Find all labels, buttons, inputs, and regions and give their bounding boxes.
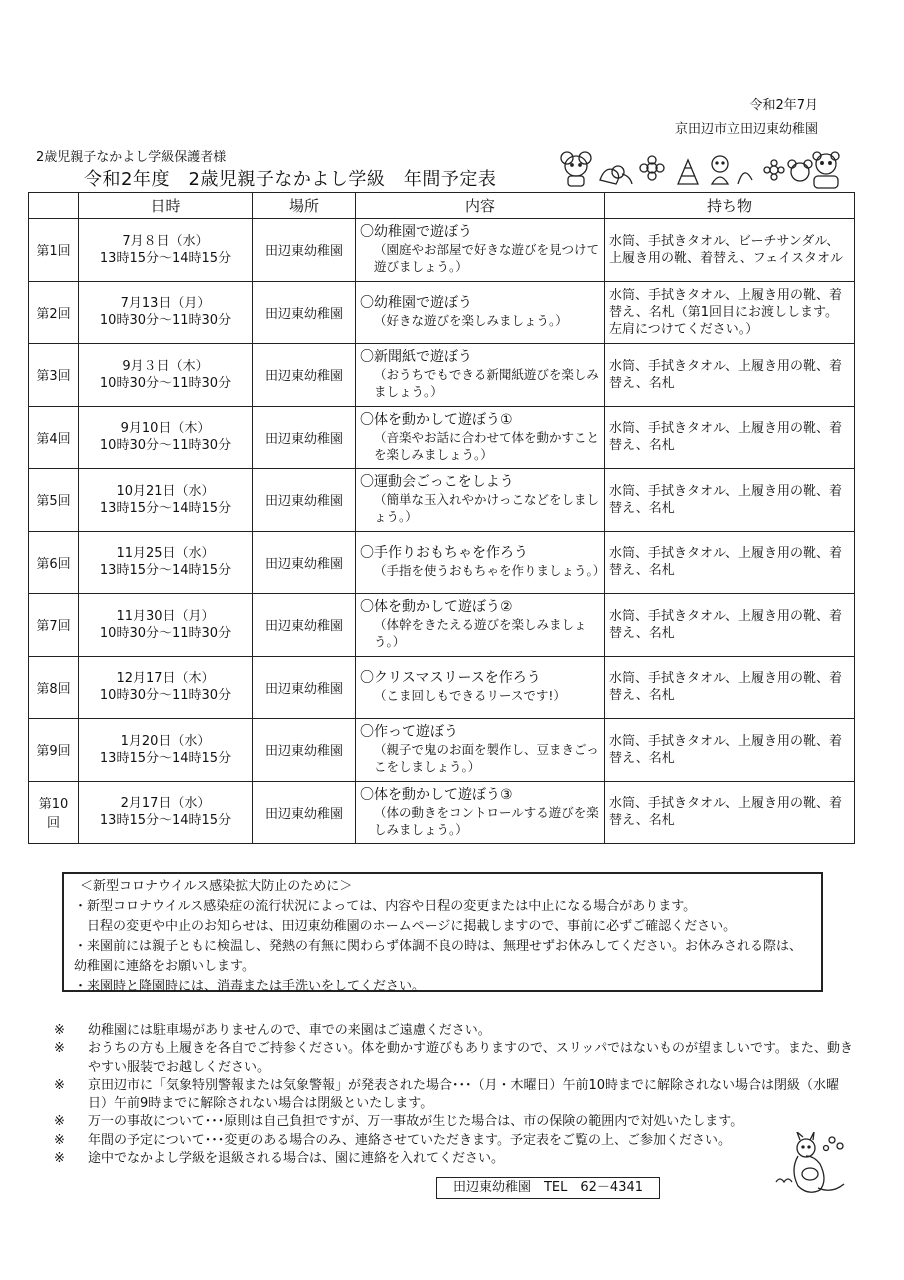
note-item xyxy=(54,1132,854,1150)
content-detail: （体幹をきたえる遊びを楽しみましょう。） xyxy=(374,617,587,650)
note-text: 万一の事故について･･･原則は自己負担ですが、万一事故が生じた場合は、市の保険の範囲内で対処いたします。 xyxy=(88,1114,744,1130)
content-title: 〇新聞紙で遊ぼう xyxy=(360,349,472,366)
session-date: 2月17日（水） xyxy=(120,796,211,812)
session-time: 13時15分～14時15分 xyxy=(99,250,232,266)
session-place: 田辺東幼稚園 xyxy=(253,656,356,719)
session-items: 水筒、手拭きタオル、上履き用の靴、着替え、名札 xyxy=(605,781,855,844)
content-title: 〇運動会ごっこをしよう xyxy=(360,474,514,491)
session-items: 水筒、手拭きタオル、上履き用の靴、着替え、名札 xyxy=(605,406,855,469)
content-title: 〇体を動かして遊ぼう② xyxy=(360,599,513,616)
note-mark: ※ xyxy=(54,1132,65,1148)
session-place: 田辺東幼稚園 xyxy=(253,344,356,407)
table-row xyxy=(29,531,855,594)
session-time: 13時15分～14時15分 xyxy=(99,563,232,579)
session-place: 田辺東幼稚園 xyxy=(253,219,356,282)
session-date: 11月30日（月） xyxy=(116,608,215,624)
session-time: 13時15分～14時15分 xyxy=(99,500,232,516)
content-detail: （体の動きをコントロールする遊びを楽しみましょう。） xyxy=(374,804,599,837)
session-datetime xyxy=(79,719,253,782)
note-item xyxy=(54,1077,854,1114)
table-row xyxy=(29,344,855,407)
header-content: 内容 xyxy=(356,193,605,219)
session-datetime xyxy=(79,344,253,407)
addressee: 2歳児親子なかよし学級保護者様 xyxy=(36,150,227,165)
note-mark: ※ xyxy=(54,1114,65,1130)
session-content xyxy=(356,531,605,594)
session-number: 第10回 xyxy=(29,781,79,844)
session-datetime xyxy=(79,406,253,469)
session-content xyxy=(356,469,605,532)
session-number: 第5回 xyxy=(29,469,79,532)
session-time: 13時15分～14時15分 xyxy=(99,813,232,829)
school-name: 京田辺市立田辺東幼稚園 xyxy=(674,122,818,137)
note-mark: ※ xyxy=(54,1151,65,1167)
session-datetime xyxy=(79,219,253,282)
kangaroo-illustration xyxy=(770,1132,850,1204)
session-items: 水筒、手拭きタオル、上履き用の靴、着替え、名札 xyxy=(605,656,855,719)
note-mark: ※ xyxy=(54,1023,65,1038)
session-number: 第8回 xyxy=(29,656,79,719)
content-detail: （音楽やお話に合わせて体を動かすことを楽しみましょう。） xyxy=(374,429,600,462)
session-number: 第1回 xyxy=(29,219,79,282)
document-date: 令和2年7月 xyxy=(749,98,818,113)
notice-line: ・来園前には親子ともに検温し、発熱の有無に関わらず体調不良の時は、無理せずお休みしてください。お休みされる際は、幼稚園に連絡をお願いします。 xyxy=(74,939,803,974)
session-time: 10時30分～11時30分 xyxy=(99,375,232,391)
session-content xyxy=(356,781,605,844)
content-title: 〇幼稚園で遊ぼう xyxy=(360,224,472,241)
content-detail: （おうちでもできる新聞紙遊びを楽しみましょう。） xyxy=(374,367,599,400)
session-content xyxy=(356,281,605,344)
content-title: 〇体を動かして遊ぼう③ xyxy=(360,786,513,803)
table-row xyxy=(29,219,855,282)
session-datetime xyxy=(79,781,253,844)
session-datetime xyxy=(79,469,253,532)
note-text: 京田辺市に「気象特別警報または気象警報」が発表された場合･･･（月・木曜日）午前10時までに解除されない場合は閉級（水曜日）午前9時までに解除されない場合は閉級といたします。 xyxy=(88,1077,840,1112)
content-title: 〇幼稚園で遊ぼう xyxy=(360,295,472,312)
session-place: 田辺東幼稚園 xyxy=(253,781,356,844)
session-items: 水筒、手拭きタオル、上履き用の靴、着替え、名札 xyxy=(605,344,855,407)
notice-line: ・新型コロナウイルス感染症の流行状況によっては、内容や日程の変更または中止になる場合があります。 xyxy=(74,899,697,914)
table-header-row xyxy=(29,193,855,219)
header-illustration xyxy=(560,150,845,192)
notice-heading: ＜新型コロナウイルス感染拡大防止のために＞ xyxy=(80,879,353,894)
session-place: 田辺東幼稚園 xyxy=(253,406,356,469)
session-items: 水筒、手拭きタオル、上履き用の靴、着替え、名札 xyxy=(605,594,855,657)
session-place: 田辺東幼稚園 xyxy=(253,531,356,594)
session-date: 12月17日（木） xyxy=(116,671,215,687)
session-place: 田辺東幼稚園 xyxy=(253,594,356,657)
table-row xyxy=(29,594,855,657)
table-row xyxy=(29,781,855,844)
notice-line: 日程の変更や中止のお知らせは、田辺東幼稚園のホームページに掲載しますので、事前に必ずご確認ください。 xyxy=(74,919,737,934)
session-time: 10時30分～11時30分 xyxy=(99,313,232,329)
session-datetime xyxy=(79,594,253,657)
session-date: 10月21日（水） xyxy=(116,483,215,499)
content-detail: （好きな遊びを楽しみましょう。） xyxy=(374,313,568,329)
header-datetime: 日時 xyxy=(79,193,253,219)
session-date: 1月20日（水） xyxy=(120,733,211,749)
table-row xyxy=(29,469,855,532)
session-content xyxy=(356,344,605,407)
note-text: おうちの方も上履きを各自でご持参ください。体を動かす遊びもありますので、スリッパではないものが望ましいです。また、動きやすい服装でお越しください。 xyxy=(88,1041,853,1075)
session-items: 水筒、手拭きタオル、ビーチサンダル、上履き用の靴、着替え、フェイスタオル xyxy=(605,219,855,282)
session-number: 第3回 xyxy=(29,344,79,407)
session-content xyxy=(356,594,605,657)
session-content xyxy=(356,656,605,719)
content-detail: （簡単な玉入れやかけっこなどをしましょう。） xyxy=(374,492,600,525)
header-place: 場所 xyxy=(253,193,356,219)
content-detail: （こま回しもできるリースです!） xyxy=(374,688,566,704)
session-time: 10時30分～11時30分 xyxy=(99,688,232,704)
page-title: 令和2年度 2歳児親子なかよし学級 年間予定表 xyxy=(84,169,497,190)
table-row xyxy=(29,656,855,719)
session-number: 第9回 xyxy=(29,719,79,782)
session-date: 9月３日（木） xyxy=(122,358,209,374)
session-number: 第7回 xyxy=(29,594,79,657)
session-datetime xyxy=(79,281,253,344)
session-date: 9月10日（木） xyxy=(120,421,211,437)
contact-box: 田辺東幼稚園 TEL 62－4341 xyxy=(436,1177,660,1199)
content-title: 〇手作りおもちゃを作ろう xyxy=(360,545,528,562)
note-item xyxy=(54,1040,854,1077)
content-detail: （園庭やお部屋で好きな遊びを見つけて遊びましょう。） xyxy=(374,242,600,275)
session-place: 田辺東幼稚園 xyxy=(253,469,356,532)
session-content xyxy=(356,719,605,782)
content-title: 〇クリスマスリースを作ろう xyxy=(360,670,541,687)
note-mark: ※ xyxy=(54,1041,65,1057)
header-no xyxy=(29,193,79,219)
note-item xyxy=(54,1022,854,1040)
session-number: 第6回 xyxy=(29,531,79,594)
table-row xyxy=(29,281,855,344)
header-items: 持ち物 xyxy=(605,193,855,219)
session-time: 13時15分～14時15分 xyxy=(99,750,232,766)
session-date: 7月８日（水） xyxy=(122,233,209,249)
session-time: 10時30分～11時30分 xyxy=(99,625,232,641)
session-items: 水筒、手拭きタオル、上履き用の靴、着替え、名札 xyxy=(605,531,855,594)
covid-notice-box xyxy=(62,872,823,992)
notes-list xyxy=(54,1022,854,1168)
session-number: 第4回 xyxy=(29,406,79,469)
note-text: 幼稚園には駐車場がありませんので、車での来園はご遠慮ください。 xyxy=(88,1023,491,1038)
session-datetime xyxy=(79,531,253,594)
table-row xyxy=(29,719,855,782)
note-item xyxy=(54,1150,854,1168)
note-mark: ※ xyxy=(54,1077,65,1093)
session-number: 第2回 xyxy=(29,281,79,344)
session-items: 水筒、手拭きタオル、上履き用の靴、着替え、名札（第1回目にお渡しします。左肩につけてください。） xyxy=(605,281,855,344)
schedule-table xyxy=(28,192,855,844)
content-title: 〇作って遊ぼう xyxy=(360,724,458,741)
content-detail: （親子で鬼のお面を製作し、豆まきごっこをしましょう。） xyxy=(374,742,599,775)
session-items: 水筒、手拭きタオル、上履き用の靴、着替え、名札 xyxy=(605,719,855,782)
session-datetime xyxy=(79,656,253,719)
session-place: 田辺東幼稚園 xyxy=(253,719,356,782)
session-content xyxy=(356,406,605,469)
session-place: 田辺東幼稚園 xyxy=(253,281,356,344)
session-date: 11月25日（水） xyxy=(116,546,215,562)
content-title: 〇体を動かして遊ぼう① xyxy=(360,411,513,428)
session-time: 10時30分～11時30分 xyxy=(99,438,232,454)
table-row xyxy=(29,406,855,469)
notice-line: ・来園時と降園時には、消毒または手洗いをしてください。 xyxy=(74,979,426,994)
note-text: 年間の予定について･･･変更のある場合のみ、連絡させていただきます。予定表をご覧の上、ご参加ください。 xyxy=(88,1132,731,1148)
session-date: 7月13日（月） xyxy=(120,296,211,312)
session-items: 水筒、手拭きタオル、上履き用の靴、着替え、名札 xyxy=(605,469,855,532)
note-text: 途中でなかよし学級を退級される場合は、園に連絡を入れてください。 xyxy=(88,1151,505,1167)
content-detail: （手指を使うおもちゃを作りましょう。） xyxy=(374,563,606,579)
session-content xyxy=(356,219,605,282)
note-item xyxy=(54,1113,854,1131)
